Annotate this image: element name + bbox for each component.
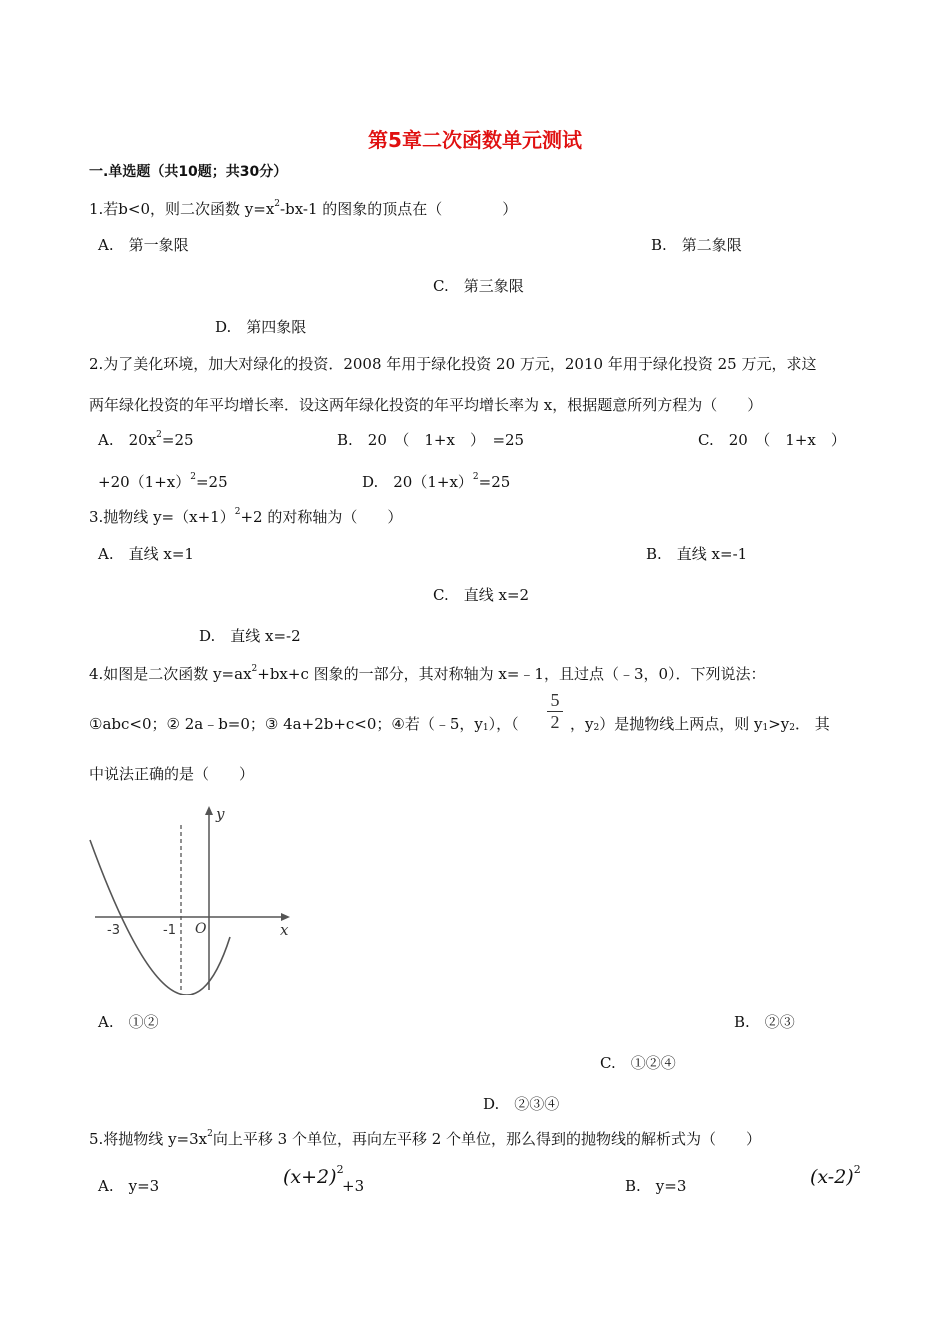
question-1-stem: 1.若b<0，则二次函数 $y=x^2-bx-1$ 的图象的顶点在（ ）: [89, 199, 518, 218]
page-title: 第5章二次函数单元测试: [368, 128, 582, 152]
q5-option-a-tail: +3: [342, 1177, 365, 1195]
question-3-stem: 3.抛物线 $y=(x+1)^2+2$ 的对称轴为（ ）: [89, 507, 403, 526]
question-4-stem-line1: 4.如图是二次函数 $y=ax^2+bx+c$ 图象的一部分，其对称轴为 x=﹣1，且过点（﹣3，0）．下列说法：: [89, 664, 766, 683]
y-axis-label: y: [216, 805, 225, 823]
q2-option-b[interactable]: B. 20 （ 1+x ） =25: [337, 431, 525, 449]
q4-option-d[interactable]: D. ②③④: [483, 1095, 560, 1113]
q4-option-b[interactable]: B. ②③: [734, 1013, 795, 1031]
q1-option-c[interactable]: C. 第三象限: [433, 277, 524, 295]
x-axis-label: x: [280, 921, 289, 939]
question-2-stem-line1: 2.为了美化环境，加大对绿化的投资．2008 年用于绿化投资 20 万元，2010 年用于绿化投资 25 万元，求这: [89, 355, 817, 373]
fraction-five-halves: 5 2: [545, 691, 565, 732]
origin-label: O: [195, 921, 207, 937]
y-axis-arrow: [205, 806, 213, 815]
parabola-graph: [85, 800, 300, 995]
q2-option-d[interactable]: D. $20(1+x)^2=25$: [362, 472, 511, 491]
tick-label-neg3: -3: [107, 923, 120, 938]
question-4-stem-line3: 中说法正确的是（ ）: [89, 765, 255, 783]
q1-option-d[interactable]: D. 第四象限: [215, 318, 307, 336]
question-2-stem-line2: 两年绿化投资的年平均增长率．设这两年绿化投资的年平均增长率为 x，根据题意所列方程为（ ）: [89, 396, 763, 414]
question-4-stem-line2-left: ①abc<0；② 2a﹣b=0；③ 4a+2b+c<0；④若（﹣5，y1），（: [89, 715, 519, 733]
q5-option-b-label[interactable]: B. y=3: [625, 1177, 687, 1195]
question-4-stem-line2-right: ，y2）是抛物线上两点，则 y1>y2． 其: [570, 715, 830, 733]
q2-option-c-continued[interactable]: $+20(1+x)^2=25$: [98, 472, 228, 491]
tick-label-neg1: -1: [163, 923, 176, 938]
q3-option-b[interactable]: B. 直线 x=-1: [646, 545, 748, 563]
q2-option-a[interactable]: A. $20x^2=25$: [98, 430, 194, 449]
q4-option-a[interactable]: A. ①②: [98, 1013, 159, 1031]
x-axis-arrow: [281, 913, 290, 921]
section-heading: 一.单选题（共10题；共30分）: [89, 164, 288, 180]
q3-option-c[interactable]: C. 直线 x=2: [433, 586, 530, 604]
q2-option-c[interactable]: C. 20 （ 1+x ）: [698, 431, 846, 449]
question-5-stem: 5.将抛物线 $y=3x^2$向上平移 3 个单位，再向左平移 2 个单位，那么得到的抛物线的解析式为（ ）: [89, 1129, 762, 1148]
q5-option-a-label[interactable]: A. y=3: [98, 1177, 160, 1195]
q3-option-a[interactable]: A. 直线 x=1: [98, 545, 194, 563]
q5-option-b-expression: $(x-2)^2$: [810, 1163, 861, 1188]
q1-option-b[interactable]: B. 第二象限: [651, 236, 742, 254]
q4-option-c[interactable]: C. ①②④: [600, 1054, 676, 1072]
q1-option-a[interactable]: A. 第一象限: [98, 236, 189, 254]
q5-option-a-expression: $(x+2)^2$: [283, 1163, 344, 1188]
q3-option-d[interactable]: D. 直线 x=-2: [199, 627, 301, 645]
